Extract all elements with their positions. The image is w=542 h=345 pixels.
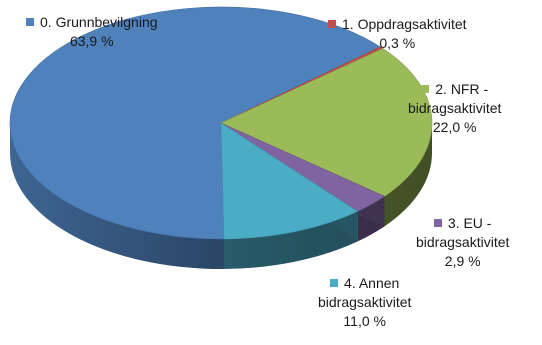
- swatch-2: [421, 85, 429, 93]
- slice-label-1: 1. Oppdragsaktivitet 0,3 %: [328, 15, 467, 53]
- slice-label-4: 4. Annen bidragsaktivitet 11,0 %: [318, 275, 412, 329]
- swatch-1: [328, 20, 336, 28]
- swatch-0: [26, 18, 34, 26]
- slice-label-2: 2. NFR - bidragsaktivitet 22,0 %: [408, 81, 502, 135]
- swatch-4: [330, 279, 338, 287]
- slice-label-3: 3. EU - bidragsaktivitet 2,9 %: [416, 215, 510, 269]
- slice-label-0: 0. Grunnbevilgning 63,9 %: [26, 13, 158, 51]
- swatch-3: [434, 219, 442, 227]
